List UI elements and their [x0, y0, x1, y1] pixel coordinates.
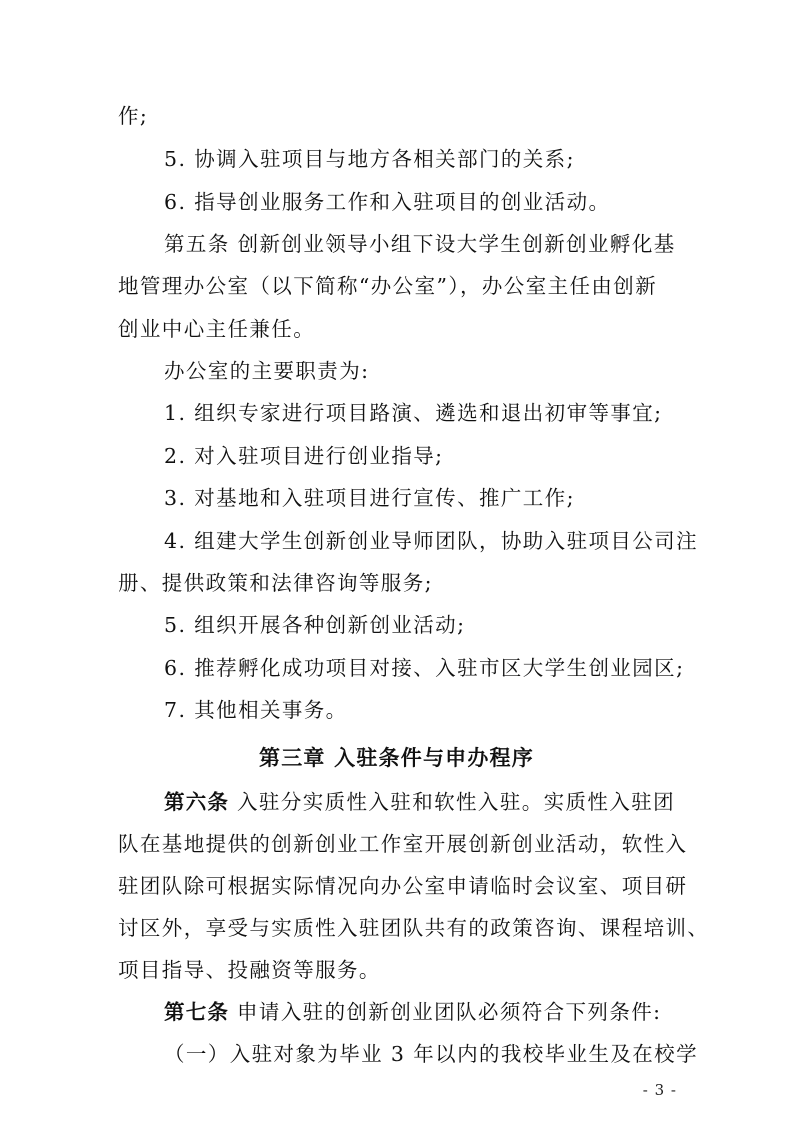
text-line: 讨区外，享受与实质性入驻团队共有的政策咨询、课程培训、 — [118, 916, 710, 940]
duty-item: 7. 其他相关事务。 — [164, 698, 348, 722]
article-six-text: 入驻分实质性入驻和软性入驻。实质性入驻团 — [229, 790, 676, 814]
text-line: 地管理办公室（以下简称“办公室”），办公室主任由创新 — [118, 274, 658, 298]
article-seven-text: 申请入驻的创新创业团队必须符合下列条件: — [229, 1000, 662, 1024]
text-line: 6. 指导创业服务工作和入驻项目的创业活动。 — [164, 190, 611, 214]
text-line: 作; — [118, 104, 149, 128]
article-five-line: 第五条 创新创业领导小组下设大学生创新创业孵化基 — [164, 232, 676, 256]
duty-item: 4. 组建大学生创新创业导师团队，协助入驻项目公司注 — [164, 529, 698, 553]
duty-item: 1. 组织专家进行项目路演、遴选和退出初审等事宜; — [164, 401, 663, 425]
page-number: - 3 - — [642, 1081, 677, 1099]
article-six-first-line — [164, 788, 675, 816]
chapter-heading: 第三章 入驻条件与申办程序 — [259, 746, 534, 770]
duties-intro-line: 办公室的主要职责为: — [164, 359, 370, 383]
article-seven-first-line — [164, 998, 661, 1026]
article-seven-label: 第七条 — [164, 1000, 230, 1024]
text-line: 驻团队除可根据实际情况向办公室申请临时会议室、项目研 — [118, 874, 688, 898]
duty-item: 5. 组织开展各种创新创业活动; — [164, 613, 466, 637]
article-six-label: 第六条 — [164, 790, 230, 814]
duty-item: 2. 对入驻项目进行创业指导; — [164, 444, 444, 468]
text-line: 5. 协调入驻项目与地方各相关部门的关系; — [164, 147, 575, 171]
duty-item: 3. 对基地和入驻项目进行宣传、推广工作; — [164, 486, 575, 510]
text-line: 项目指导、投融资等服务。 — [118, 958, 381, 982]
text-line: 队在基地提供的创新创业工作室开展创新创业活动，软性入 — [118, 832, 688, 856]
text-line: 创业中心主任兼任。 — [118, 317, 316, 341]
text-line: （一）入驻对象为毕业 3 年以内的我校毕业生及在校学 — [164, 1042, 698, 1066]
text-line: 册、提供政策和法律咨询等服务; — [118, 571, 433, 595]
duty-item: 6. 推荐孵化成功项目对接、入驻市区大学生创业园区; — [164, 656, 685, 680]
